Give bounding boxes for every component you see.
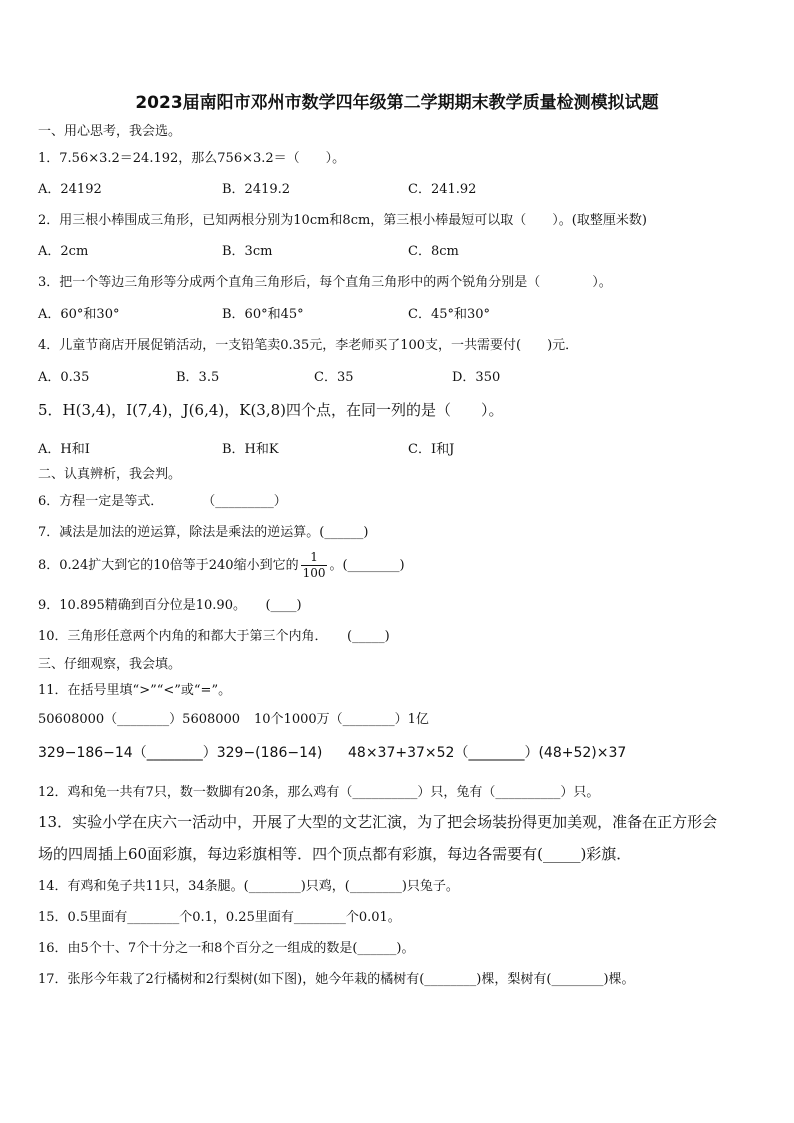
q4-option-a[interactable]: A．0.35 bbox=[38, 370, 90, 385]
fraction-one-hundredth bbox=[301, 550, 328, 581]
q4-option-d[interactable]: D．350 bbox=[452, 370, 501, 385]
q5-option-c[interactable]: C．I和J bbox=[408, 442, 455, 457]
q11-compare-2: 10个1000万（________）1亿 bbox=[254, 712, 429, 727]
q1-option-b[interactable]: B．2419.2 bbox=[222, 182, 291, 197]
section-heading-1: 一、用心思考，我会选。 bbox=[38, 124, 182, 139]
question-5: 5．H(3,4)，I(7,4)，J(6,4)，K(3,8)四个点，在同一列的是（ ）。 bbox=[38, 401, 504, 419]
q11-compare-1: 50608000（________）5608000 bbox=[38, 712, 241, 727]
question-2: 2．用三根小棒围成三角形，已知两根分别为10cm和8cm，第三根小棒最短可以取（ ）。(取整厘米数) bbox=[38, 213, 647, 228]
q3-option-c[interactable]: C．45°和30° bbox=[408, 307, 491, 322]
q3-option-a[interactable]: A．60°和30° bbox=[38, 307, 120, 322]
q1-option-a[interactable]: A．24192 bbox=[38, 182, 102, 197]
q3-option-b[interactable]: B．60°和45° bbox=[222, 307, 304, 322]
question-10: 10．三角形任意两个内角的和都大于第三个内角． (_____) bbox=[38, 629, 390, 644]
question-11: 11．在括号里填“>”“<”或“=”。 bbox=[38, 683, 232, 698]
question-13-line-1: 13．实验小学在庆六一活动中，开展了大型的文艺汇演，为了把会场装扮得更加美观，准备在正方形会 bbox=[38, 813, 718, 831]
question-9: 9．10.895精确到百分位是10.90。 (____) bbox=[38, 598, 302, 613]
q4-option-c[interactable]: C．35 bbox=[314, 370, 354, 385]
fraction-numerator: 1 bbox=[301, 550, 328, 566]
q4-option-b[interactable]: B．3.5 bbox=[176, 370, 220, 385]
question-13-line-2: 场的四周插上60面彩旗，每边彩旗相等．四个顶点都有彩旗，每边各需要有(_____)彩旗． bbox=[38, 845, 632, 863]
question-7: 7．减法是加法的逆运算，除法是乘法的逆运算。(______) bbox=[38, 525, 369, 540]
fraction-denominator: 100 bbox=[302, 566, 326, 580]
q5-option-a[interactable]: A．H和I bbox=[38, 442, 90, 457]
question-15: 15．0.5里面有________个0.1，0.25里面有________个0.01。 bbox=[38, 910, 401, 925]
page-title: 2023届南阳市邓州市数学四年级第二学期期末教学质量检测模拟试题 bbox=[135, 93, 659, 113]
question-4: 4．儿童节商店开展促销活动，一支铅笔卖0.35元，李老师买了100支，一共需要付( )元． bbox=[38, 338, 579, 353]
question-14: 14．有鸡和兔子共11只，34条腿。(________)只鸡，(________)只兔子。 bbox=[38, 879, 459, 894]
q2-option-c[interactable]: C．8cm bbox=[408, 244, 459, 259]
question-1: 1．7.56×3.2＝24.192，那么756×3.2＝（ ）。 bbox=[38, 151, 346, 166]
question-8 bbox=[38, 550, 405, 581]
q1-option-c[interactable]: C．241.92 bbox=[408, 182, 477, 197]
section-heading-2: 二、认真辨析，我会判。 bbox=[38, 467, 182, 482]
q11-compare-4: 48×37+37×52（________）(48+52)×37 bbox=[348, 745, 627, 761]
q5-option-b[interactable]: B．H和K bbox=[222, 442, 279, 457]
q11-compare-3: 329−186−14（________）329−(186−14) bbox=[38, 745, 323, 761]
question-12: 12．鸡和兔一共有7只，数一数脚有20条，那么鸡有（__________）只，兔有（__________）只。 bbox=[38, 785, 600, 800]
q2-option-b[interactable]: B．3cm bbox=[222, 244, 273, 259]
q8-text-before: 8．0.24扩大到它的10倍等于240缩小到它的 bbox=[38, 558, 299, 573]
section-heading-3: 三、仔细观察，我会填。 bbox=[38, 657, 182, 672]
question-3: 3．把一个等边三角形等分成两个直角三角形后，每个直角三角形中的两个锐角分别是（ ）。 bbox=[38, 275, 612, 290]
question-6: 6．方程一定是等式． （_________） bbox=[38, 494, 287, 509]
q8-text-after: 。(________) bbox=[329, 558, 405, 573]
q2-option-a[interactable]: A．2cm bbox=[38, 244, 89, 259]
question-17: 17．张彤今年栽了2行橘树和2行梨树(如下图)，她今年栽的橘树有(________)棵，梨树有(________)棵。 bbox=[38, 972, 635, 987]
question-16: 16．由5个十、7个十分之一和8个百分之一组成的数是(______)。 bbox=[38, 941, 415, 956]
